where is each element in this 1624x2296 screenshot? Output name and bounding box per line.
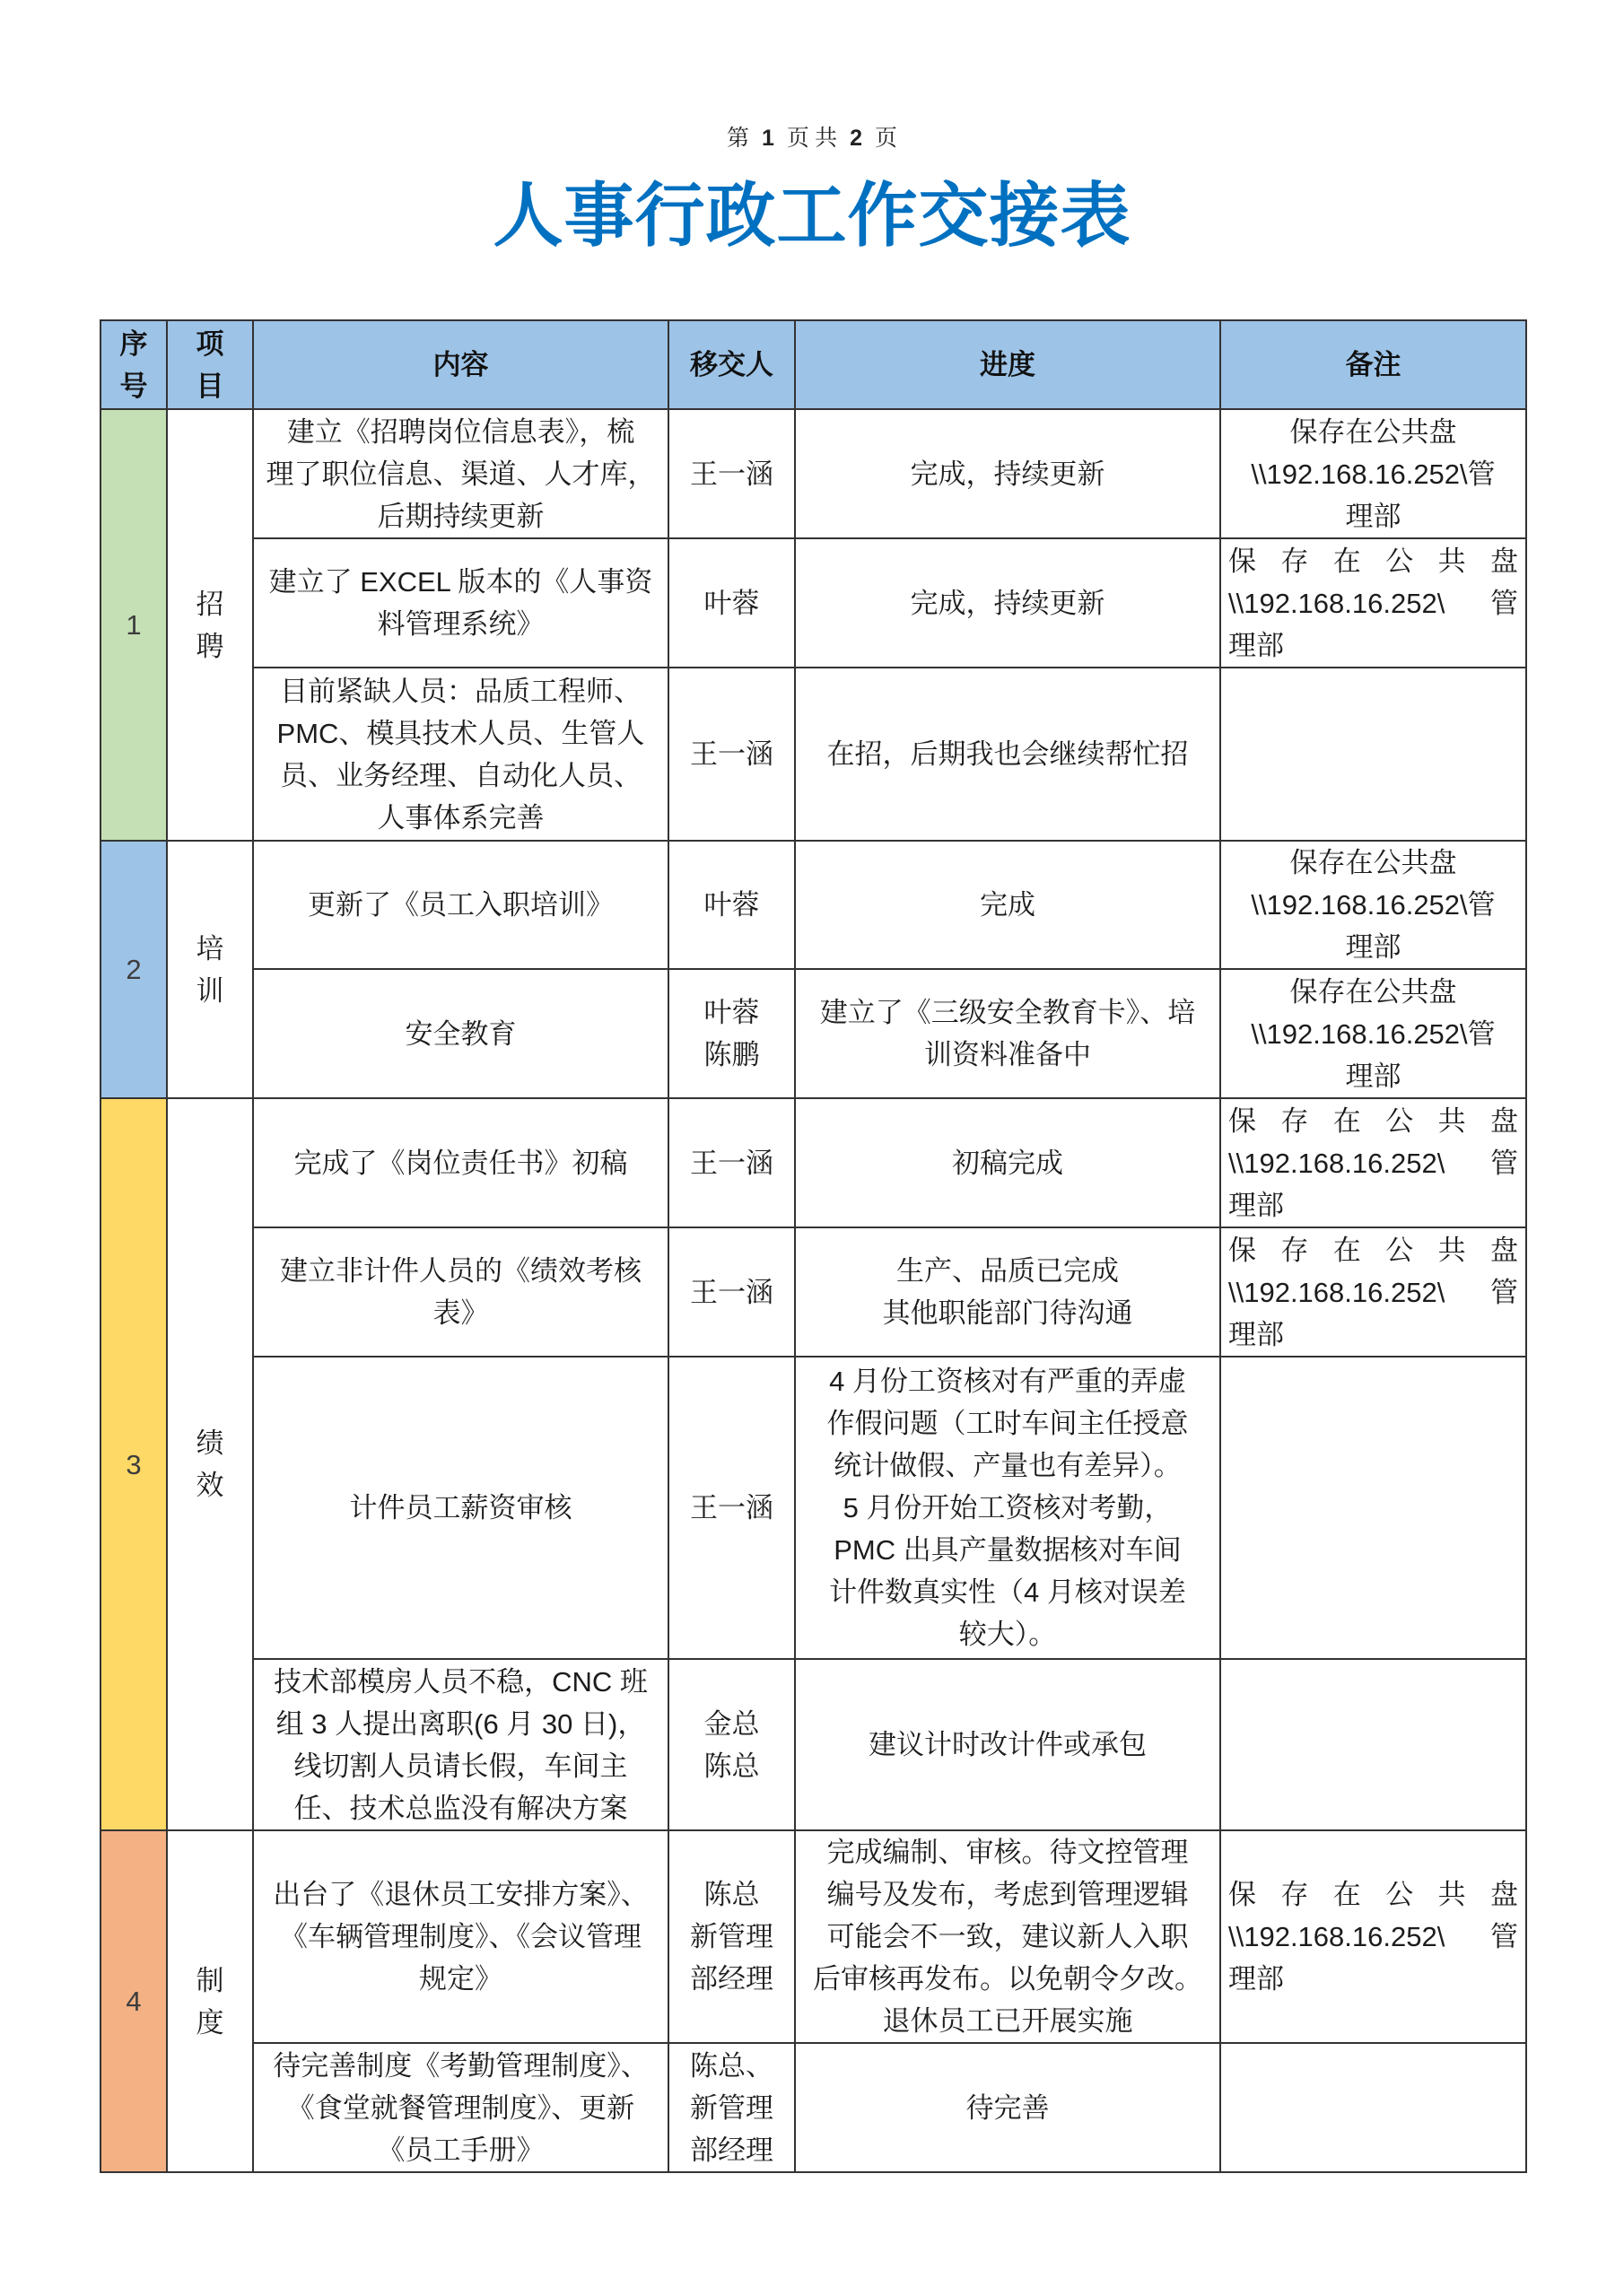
cell-progress (795, 2043, 1220, 2172)
cell-handover-by (668, 2043, 795, 2172)
remarks-line: 保存在公共盘 (1289, 975, 1457, 1008)
content-line: 料管理系统》 (377, 608, 545, 640)
index-number: 2 (126, 954, 142, 985)
index-number: 1 (126, 609, 142, 641)
content-line: 出台了《退休员工安排方案》、 (273, 1879, 649, 1910)
content-line: 规定》 (419, 1963, 502, 1995)
header-index-label: 序号 (119, 327, 148, 402)
table-row (100, 969, 1526, 1098)
remarks-line: 保存在公共盘 (1289, 847, 1457, 878)
remarks-line: \\192.168.16.252\管 (1228, 1921, 1518, 1952)
item-label: 招聘 (196, 588, 224, 662)
table-row (100, 2043, 1526, 2172)
remarks-line: 保存在公共盘 (1228, 545, 1518, 577)
index-number: 3 (126, 1448, 142, 1480)
header-remarks-label: 备注 (1345, 349, 1401, 380)
handover-by-line: 新管理 (690, 2091, 773, 2124)
remarks-line: \\192.168.16.252\管 (1251, 1017, 1496, 1050)
cell-item (167, 841, 253, 1098)
cell-index (100, 1098, 167, 1830)
page-number-indicator (0, 122, 1624, 155)
cell-handover-by (668, 1830, 795, 2043)
header-item-label: 项目 (196, 327, 224, 402)
cell-content (253, 841, 668, 969)
cell-remarks (1220, 409, 1526, 538)
cell-content (253, 1227, 668, 1357)
header-content (253, 320, 668, 409)
progress-line: 计件数真实性（4 月核对误差 (829, 1576, 1186, 1608)
remarks-line: \\192.168.16.252\管 (1251, 889, 1496, 921)
content-line: 组 3 人提出离职(6 月 30 日)， (275, 1707, 646, 1740)
cell-progress (795, 1098, 1220, 1227)
remarks-line: 理部 (1228, 1318, 1284, 1350)
cell-remarks (1220, 1227, 1526, 1357)
item-label: 制度 (196, 1964, 224, 2038)
handover-by-line: 陈鹏 (703, 1039, 760, 1070)
progress-line: 统计做假、产量也有差异）。 (834, 1450, 1182, 1481)
header-handover-by-label: 移交人 (690, 349, 773, 380)
remarks-line: 保存在公共盘 (1228, 1104, 1518, 1137)
content-line: PMC、模具技术人员、生管人 (276, 717, 645, 749)
handover-table (100, 319, 1527, 2173)
handover-by-line: 陈总 (703, 1879, 760, 1910)
handover-by-line: 陈总 (703, 1750, 760, 1782)
cell-content (253, 409, 668, 538)
cell-handover-by (668, 1098, 795, 1227)
content-line: 安全教育 (405, 1017, 517, 1050)
cell-progress (795, 538, 1220, 668)
progress-line: 完成，持续更新 (910, 458, 1105, 490)
cell-handover-by (668, 409, 795, 538)
cell-handover-by (668, 1357, 795, 1659)
progress-line: 可能会不一致，建议新人入职 (826, 1921, 1189, 1952)
index-number: 4 (126, 1986, 142, 2017)
progress-line: 完成，持续更新 (910, 587, 1105, 619)
progress-line: PMC 出具产量数据核对车间 (834, 1534, 1182, 1566)
cell-progress (795, 409, 1220, 538)
item-label: 绩效 (196, 1427, 224, 1501)
handover-by-line: 王一涵 (690, 1276, 773, 1308)
cell-remarks (1220, 1659, 1526, 1830)
table-row (100, 409, 1526, 538)
table-header-row (100, 320, 1526, 409)
progress-line: 建立了《三级安全教育卡》、培 (819, 997, 1196, 1028)
content-line: 目前紧缺人员：品质工程师、 (280, 675, 642, 707)
cell-item (167, 1830, 253, 2172)
handover-by-line: 王一涵 (690, 458, 773, 490)
total-pages-number: 2 (850, 126, 863, 151)
remarks-line: 保存在公共盘 (1228, 1234, 1518, 1266)
cell-remarks (1220, 668, 1526, 841)
remarks-line: \\192.168.16.252\管 (1228, 1276, 1518, 1308)
current-page-number: 1 (761, 126, 774, 151)
cell-content (253, 2043, 668, 2172)
progress-line: 完成 (980, 889, 1035, 921)
progress-line: 4 月份工资核对有严重的弄虚 (829, 1366, 1186, 1397)
progress-line: 完成编制、审核。待文控管理 (826, 1837, 1189, 1868)
cell-handover-by (668, 1659, 795, 1830)
cell-progress (795, 841, 1220, 969)
progress-line: 待完善 (965, 2091, 1050, 2124)
table-body (100, 409, 1526, 2172)
progress-line: 作假问题（工时车间主任授意 (826, 1408, 1189, 1439)
remarks-line: \\192.168.16.252\管 (1228, 587, 1518, 619)
remarks-line: 保存在公共盘 (1289, 415, 1457, 448)
content-line: 待完善制度《考勤管理制度》、 (273, 2049, 649, 2082)
cell-progress (795, 1357, 1220, 1659)
handover-by-line: 叶蓉 (703, 587, 760, 619)
content-line: 任、技术总监没有解决方案 (293, 1792, 628, 1824)
page-label-prefix: 第 (726, 127, 749, 151)
progress-line: 后审核再发布。以免朝令夕改。 (813, 1963, 1202, 1995)
progress-line: 生产、品质已完成 (896, 1255, 1119, 1287)
cell-remarks (1220, 2043, 1526, 2172)
cell-index (100, 409, 167, 841)
remarks-line: \\192.168.16.252\管 (1228, 1147, 1518, 1179)
header-index (100, 320, 167, 409)
cell-remarks (1220, 1098, 1526, 1227)
cell-handover-by (668, 668, 795, 841)
progress-line: 其他职能部门待沟通 (882, 1297, 1133, 1329)
table-row (100, 841, 1526, 969)
header-handover-by (668, 320, 795, 409)
cell-remarks (1220, 1357, 1526, 1659)
remarks-line: 理部 (1228, 1189, 1284, 1221)
handover-by-line: 金总 (703, 1707, 760, 1740)
progress-line: 初稿完成 (952, 1147, 1063, 1179)
remarks-line: 理部 (1345, 1060, 1401, 1092)
content-line: 计件员工薪资审核 (349, 1492, 572, 1523)
cell-index (100, 1830, 167, 2172)
content-line: 《车辆管理制度》、《会议管理 (280, 1921, 642, 1952)
cell-item (167, 409, 253, 841)
cell-remarks (1220, 841, 1526, 969)
handover-by-line: 叶蓉 (703, 889, 760, 921)
cell-handover-by (668, 1227, 795, 1357)
remarks-line: \\192.168.16.252\管 (1251, 458, 1496, 490)
progress-line: 较大）。 (958, 1619, 1057, 1650)
content-line: 线切割人员请长假，车间主 (293, 1750, 628, 1782)
table-row (100, 668, 1526, 841)
cell-progress (795, 668, 1220, 841)
handover-by-line: 部经理 (690, 2134, 773, 2166)
progress-line: 5 月份开始工资核对考勤， (843, 1492, 1173, 1523)
content-line: 人事体系完善 (377, 801, 545, 834)
table-row (100, 1659, 1526, 1830)
table-row (100, 1227, 1526, 1357)
cell-progress (795, 969, 1220, 1098)
handover-by-line: 新管理 (690, 1921, 773, 1952)
header-remarks (1220, 320, 1526, 409)
item-label: 培训 (196, 932, 224, 1007)
handover-by-line: 王一涵 (690, 1147, 773, 1179)
header-content-label: 内容 (432, 349, 489, 380)
cell-remarks (1220, 969, 1526, 1098)
content-line: 建立《招聘岗位信息表》，梳 (286, 415, 635, 448)
cell-content (253, 1659, 668, 1830)
cell-handover-by (668, 969, 795, 1098)
remarks-line: 保存在公共盘 (1228, 1879, 1518, 1910)
content-line: 《食堂就餐管理制度》、更新 (286, 2091, 635, 2124)
handover-by-line: 王一涵 (690, 738, 773, 770)
content-line: 建立非计件人员的《绩效考核 (280, 1255, 642, 1287)
cell-handover-by (668, 538, 795, 668)
cell-content (253, 538, 668, 668)
cell-index (100, 841, 167, 1098)
remarks-line: 理部 (1345, 500, 1401, 532)
table-row (100, 1357, 1526, 1659)
cell-progress (795, 1830, 1220, 2043)
cell-content (253, 969, 668, 1098)
content-line: 《员工手册》 (377, 2134, 545, 2166)
header-progress (795, 320, 1220, 409)
content-line: 理了职位信息、渠道、人才库， (266, 458, 656, 490)
cell-progress (795, 1227, 1220, 1357)
page-label-suffix: 页 (875, 127, 898, 151)
cell-remarks (1220, 1830, 1526, 2043)
progress-line: 建议计时改计件或承包 (869, 1729, 1147, 1760)
handover-by-line: 部经理 (690, 1963, 773, 1995)
cell-content (253, 668, 668, 841)
cell-item (167, 1098, 253, 1830)
progress-line: 在招，后期我也会继续帮忙招 (826, 738, 1189, 770)
content-line: 表》 (432, 1297, 489, 1329)
progress-line: 编号及发布，考虑到管理逻辑 (826, 1879, 1189, 1910)
remarks-line: 理部 (1228, 1963, 1284, 1995)
handover-by-line: 叶蓉 (703, 997, 760, 1028)
cell-remarks (1220, 538, 1526, 668)
cell-content (253, 1357, 668, 1659)
cell-handover-by (668, 841, 795, 969)
page-label-middle: 页 共 (786, 127, 838, 151)
content-line: 建立了 EXCEL 版本的《人事资 (268, 566, 653, 598)
table-row (100, 538, 1526, 668)
content-line: 员、业务经理、自动化人员、 (280, 759, 642, 791)
table-row (100, 1830, 1526, 2043)
document-title: 人事行政工作交接表 (493, 176, 1131, 255)
cell-content (253, 1098, 668, 1227)
handover-by-line: 陈总、 (690, 2049, 773, 2082)
content-line: 更新了《员工入职培训》 (308, 889, 614, 921)
progress-line: 训资料准备中 (924, 1039, 1091, 1070)
header-item (167, 320, 253, 409)
content-line: 后期持续更新 (377, 500, 545, 532)
remarks-line: 理部 (1228, 629, 1284, 661)
content-line: 技术部模房人员不稳，CNC 班 (274, 1665, 648, 1698)
content-line: 完成了《岗位责任书》初稿 (293, 1147, 628, 1179)
cell-progress (795, 1659, 1220, 1830)
table-row (100, 1098, 1526, 1227)
cell-content (253, 1830, 668, 2043)
remarks-line: 理部 (1345, 931, 1401, 963)
progress-line: 退休员工已开展实施 (882, 2005, 1133, 2037)
header-progress-label: 进度 (980, 349, 1035, 380)
handover-by-line: 王一涵 (690, 1492, 773, 1523)
